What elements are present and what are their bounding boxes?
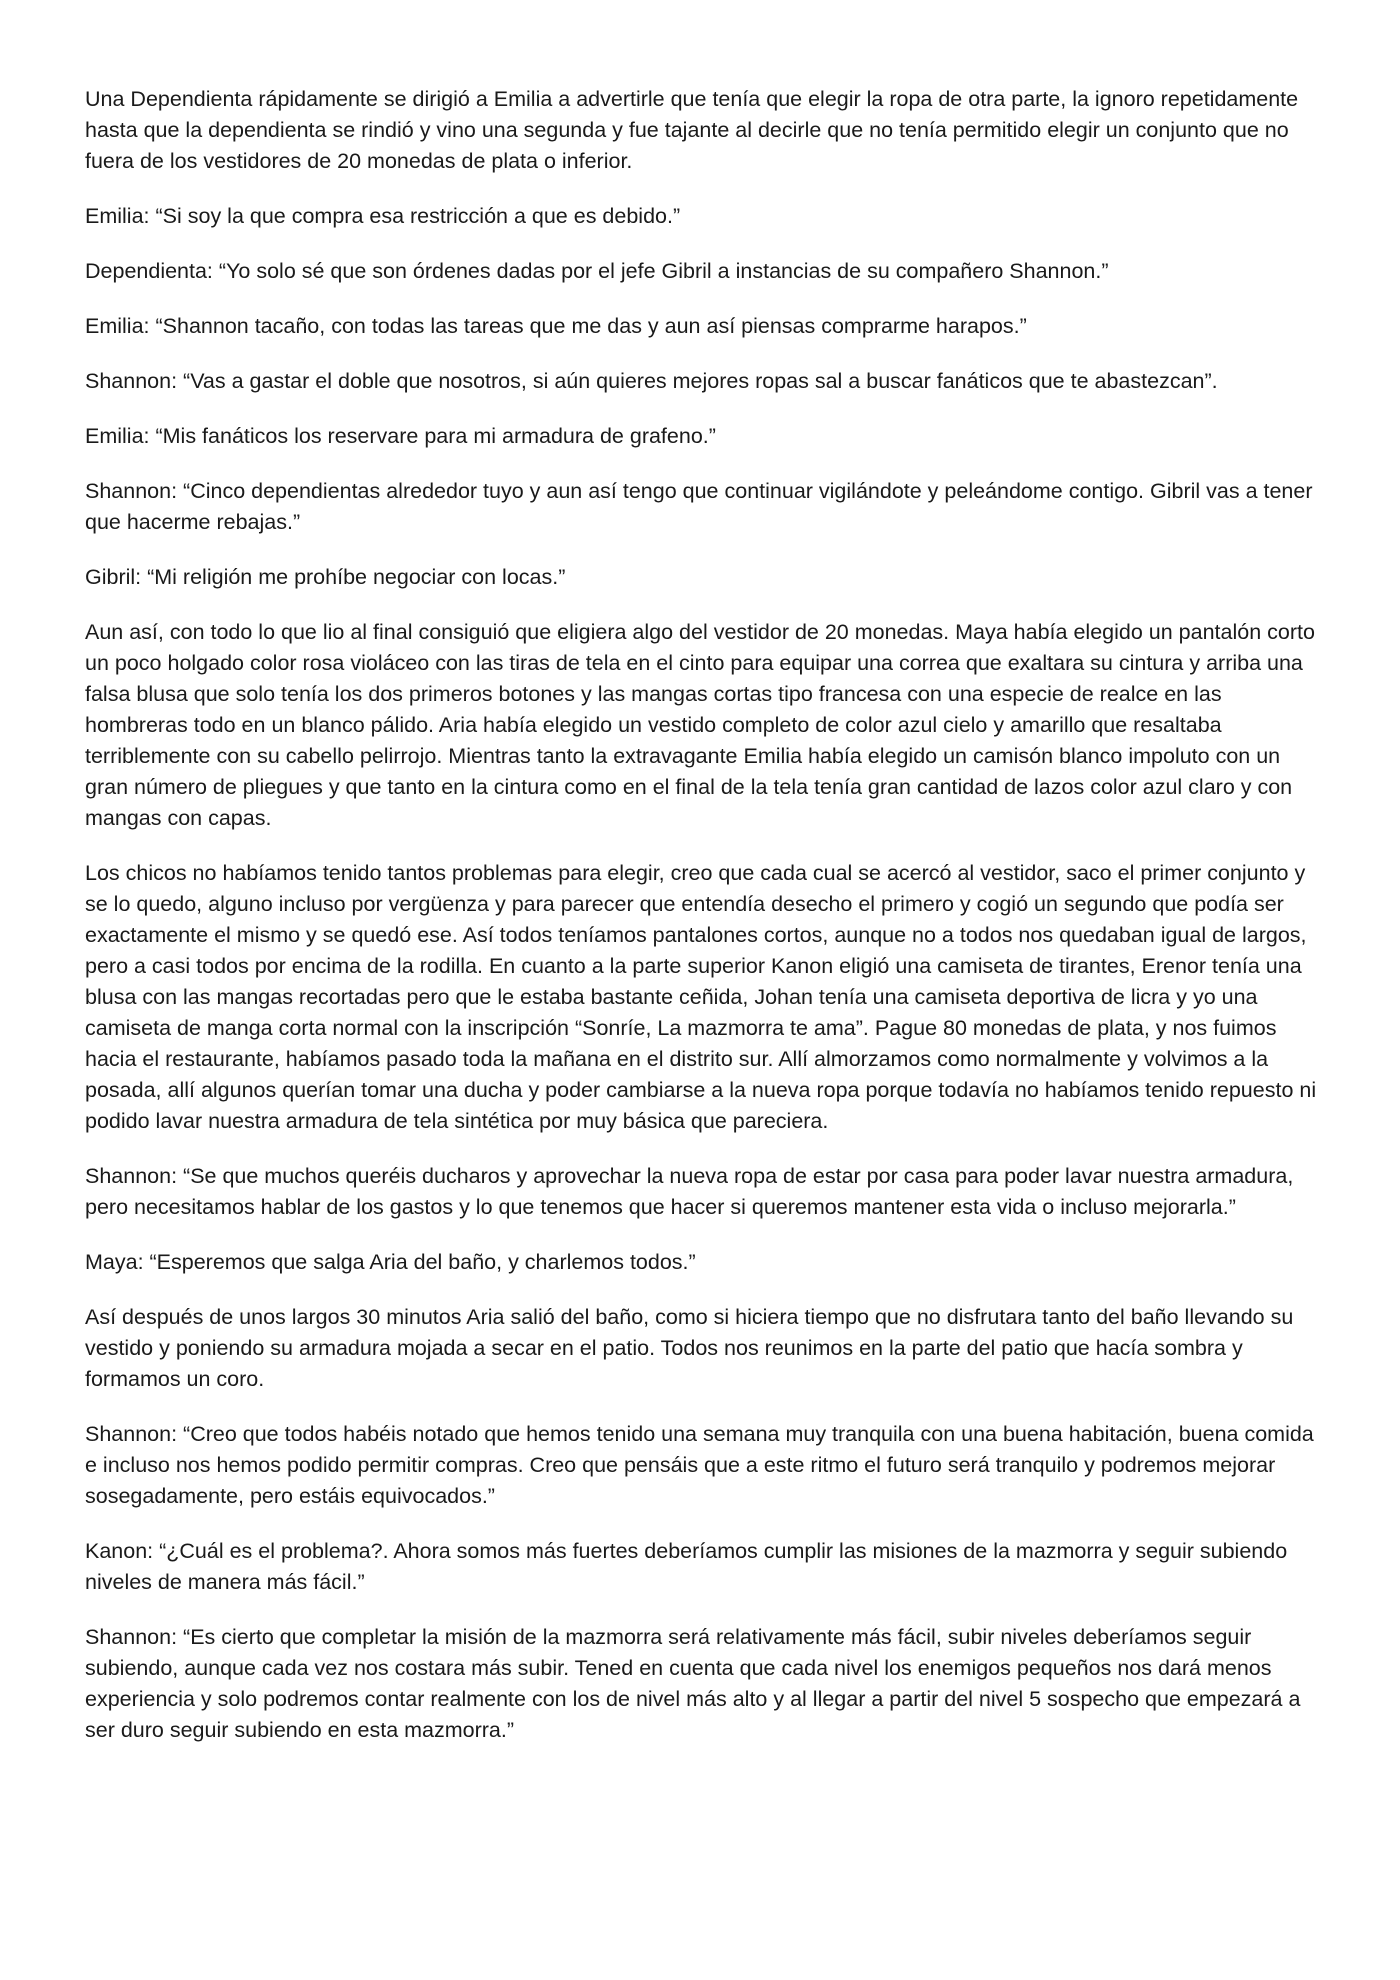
dialogue-dependienta: Dependienta: “Yo solo sé que son órdenes dadas por el jefe Gibril a instancias de su compañero Shannon.” [85, 259, 1109, 283]
dialogue-emilia-2: Emilia: “Shannon tacaño, con todas las tareas que me das y aun así piensas comprarme harapos.” [85, 314, 1027, 338]
paragraph-narration-boys-clothes: Los chicos no habíamos tenido tantos problemas para elegir, creo que cada cual se acercó al vestidor, saco el primer conjunto y se lo quedo, alguno incluso por vergüenza y para parecer que entendía desecho el primero y cogió un segundo que podía ser exactamente el mismo y se quedó ese. Así todos teníamos pantalones cortos, aunque no a todos nos quedaban igual de largos, pero a casi todos por encima de la rodilla. En cuanto a la parte superior Kanon eligió una camiseta de tirantes, Erenor tenía una blusa con las mangas recortadas pero que le estaba bastante ceñida, Johan tenía una camiseta deportiva de licra y yo una camiseta de manga corta normal con la inscripción “Sonríe, La mazmorra te ama”. Pague 80 monedas de plata, y nos fuimos hacia el restaurante, habíamos pasado toda la mañana en el distrito sur. Allí almorzamos como normalmente y volvimos a la posada, allí algunos querían tomar una ducha y poder cambiarse a la nueva ropa porque todavía no habíamos tenido repuesto ni podido lavar nuestra armadura de tela sintética por muy básica que pareciera. [85, 861, 1317, 1133]
dialogue-emilia-1: Emilia: “Si soy la que compra esa restricción a que es debido.” [85, 204, 681, 228]
paragraph-narration-dependienta: Una Dependienta rápidamente se dirigió a Emilia a advertirle que tenía que elegir la ropa de otra parte, la ignoro repetidamente hasta que la dependienta se rindió y vino una segunda y fue tajante al decirle que no tenía permitido elegir un conjunto que no fuera de los vestidores de 20 monedas de plata o inferior. [85, 87, 1299, 173]
dialogue-gibril: Gibril: “Mi religión me prohíbe negociar con locas.” [85, 565, 566, 589]
paragraph-narration-aria-bath: Así después de unos largos 30 minutos Aria salió del baño, como si hiciera tiempo que no disfrutara tanto del baño llevando su vestido y poniendo su armadura mojada a secar en el patio. Todos nos reunimos en la parte del patio que hacía sombra y formamos un coro. [85, 1305, 1294, 1391]
dialogue-shannon-1: Shannon: “Vas a gastar el doble que nosotros, si aún quieres mejores ropas sal a buscar fanáticos que te abastezcan”. [85, 369, 1218, 393]
dialogue-shannon-5: Shannon: “Es cierto que completar la misión de la mazmorra será relativamente más fácil, subir niveles deberíamos seguir subiendo, aunque cada vez nos costara más subir. Tened en cuenta que cada nivel los enemigos pequeños nos dará menos experiencia y solo podremos contar realmente con los de nivel más alto y al llegar a partir del nivel 5 sospecho que empezará a ser duro seguir subiendo en esta mazmorra.” [85, 1625, 1301, 1742]
dialogue-shannon-2: Shannon: “Cinco dependientas alrededor tuyo y aun así tengo que continuar vigilándote y peleándome contigo. Gibril vas a tener que hacerme rebajas.” [85, 479, 1313, 534]
document-page [85, 84, 1325, 1770]
dialogue-kanon: Kanon: “¿Cuál es el problema?. Ahora somos más fuertes deberíamos cumplir las misiones de la mazmorra y seguir subiendo niveles de manera más fácil.” [85, 1539, 1288, 1594]
dialogue-shannon-4: Shannon: “Creo que todos habéis notado que hemos tenido una semana muy tranquila con una buena habitación, buena comida e incluso nos hemos podido permitir compras. Creo que pensáis que a este ritmo el futuro será tranquilo y podremos mejorar sosegadamente, pero estáis equivocados.” [85, 1422, 1314, 1508]
paragraph-narration-girls-clothes: Aun así, con todo lo que lio al final consiguió que eligiera algo del vestidor de 20 monedas. Maya había elegido un pantalón corto un poco holgado color rosa violáceo con las tiras de tela en el cinto para equipar una correa que exaltara su cintura y arriba una falsa blusa que solo tenía los dos primeros botones y las mangas cortas tipo francesa con una especie de realce en las hombreras todo en un blanco pálido. Aria había elegido un vestido completo de color azul cielo y amarillo que resaltaba terriblemente con su cabello pelirrojo. Mientras tanto la extravagante Emilia había elegido un camisón blanco impoluto con un gran número de pliegues y que tanto en la cintura como en el final de la tela tenía gran cantidad de lazos color azul claro y con mangas con capas. [85, 620, 1315, 830]
dialogue-emilia-3: Emilia: “Mis fanáticos los reservare para mi armadura de grafeno.” [85, 424, 716, 448]
dialogue-maya: Maya: “Esperemos que salga Aria del baño, y charlemos todos.” [85, 1250, 696, 1274]
dialogue-shannon-3: Shannon: “Se que muchos queréis ducharos y aprovechar la nueva ropa de estar por casa para poder lavar nuestra armadura, pero necesitamos hablar de los gastos y lo que tenemos que hacer si queremos mantener esta vida o incluso mejorarla.” [85, 1164, 1294, 1219]
